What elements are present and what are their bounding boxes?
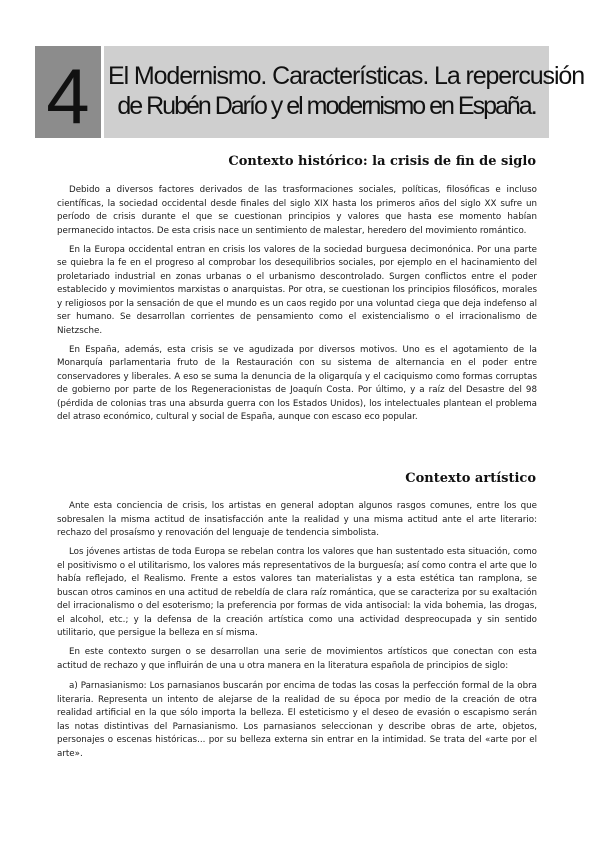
paragraph: En este contexto surgen o se desarrollan una serie de movimientos artísticos que conectan con esta actitud de rechazo y que influirán de una u otra manera en la literatura española de principios de siglo:	[57, 647, 537, 671]
paragraph: En España, además, esta crisis se ve agudizada por diversos motivos. Uno es el agotamiento de la Monarquía parlamentaria fruto de la Restauración con su sistema de alternancia en el poder entre conservadores y liberales. A eso se suma la denuncia de la oligarquía y el caciquismo como formas corruptas de gobierno por parte de los Regeneracionistas de Joaquín Costa. Por último, y a raíz del Desastre del 98 (pérdida de colonias tras una absurda guerra con los Estados Unidos), los intelectuales plantean el problema del atraso económico, cultural y social de España, aunque con escaso eco popular.	[57, 344, 537, 422]
paragraph: Los jóvenes artistas de toda Europa se rebelan contra los valores que han sustentado esta situación, como el positivismo o el utilitarismo, los valores más representativos de la burguesía; así como contra el arte que lo había reflejado, el Realismo. Frente a estos valores tan materialistas y a esta estética tan ramplona, se buscan otros caminos en una actitud de rebeldía de clara raíz romántica, que se caracteriza por su exaltación del irracionalismo o del esoterismo; la preferencia por formas de vida antisocial: la vida bohemia, las drogas, el alcohol, etc.; y la defensa de la creación artística como una actividad despreocupada y sin sentido utilitario, que persigue la belleza en sí misma.	[57, 547, 537, 638]
chapter-title-line-1: El Modernismo. Características. La repercusión	[108, 62, 584, 90]
paragraph: Ante esta conciencia de crisis, los artistas en general adoptan algunos rasgos comunes, entre los que sobresalen la misma actitud de insatisfacción ante la realidad y una misma actitud ante el arte literario: rechazo del prosaísmo y renovación del lenguaje de tendencia simbolista.	[57, 501, 537, 538]
chapter-number-box	[35, 46, 101, 138]
chapter-title-box	[104, 46, 584, 138]
chapter-title	[108, 61, 584, 121]
chapter-number: 4	[46, 52, 90, 140]
section-heading-historical: Contexto histórico: la crisis de fin de siglo	[228, 154, 536, 169]
paragraph: En la Europa occidental entran en crisis los valores de la sociedad burguesa decimonónica. Por una parte se quiebra la fe en el progreso al comprobar los desequilibrios sociales, por ejemplo en el hacinamiento del proletariado industrial en zonas urbanas o el urbanismo descontrolado. Surgen conflictos entre el poder establecido y movimientos marxistas o anarquistas. Por otra, se cuestionan los principios filosóficos, morales y religiosos por la sensación de que el mundo es un caos regido por una voluntad ciega que deja indefenso al ser humano. Se desarrollan corrientes de pensamiento como el existencialismo o el irracionalismo de Nietzsche.	[57, 244, 537, 336]
chapter-header	[35, 46, 584, 140]
section-heading-artistic: Contexto artístico	[405, 471, 536, 486]
list-item-parnasianismo: a) Parnasianismo: Los parnasianos buscarán por encima de todas las cosas la perfección formal de la obra literaria. Representa un intento de alejarse de la realidad de su época por medio de la creación de otra realidad artificial en la que sólo importa la belleza. El esteticismo y el deseo de evasión o escapismo serán las notas distintivas del Parnasianismo. Los parnasianos seleccionan y describe obras de arte, objetos, personajes o escenas históricas... por su belleza externa sin entrar en la intimidad. Se trata del «arte por el arte».	[57, 681, 537, 759]
section-historical-body	[57, 184, 537, 430]
paragraph: Debido a diversos factores derivados de las trasformaciones sociales, políticas, filosóficas e incluso científicas, la sociedad occidental desde finales del siglo XIX hasta los primeros años del siglo XX sufre un período de crisis durante el que se cuestionan principios y valores que hasta ese momento habían permanecido intactos. De esta crisis nace un sentimiento de malestar, heredero del movimiento romántico.	[57, 185, 537, 236]
section-artistic-body	[57, 500, 537, 767]
chapter-title-line-2: de Rubén Darío y el modernismo en España.	[117, 92, 536, 120]
